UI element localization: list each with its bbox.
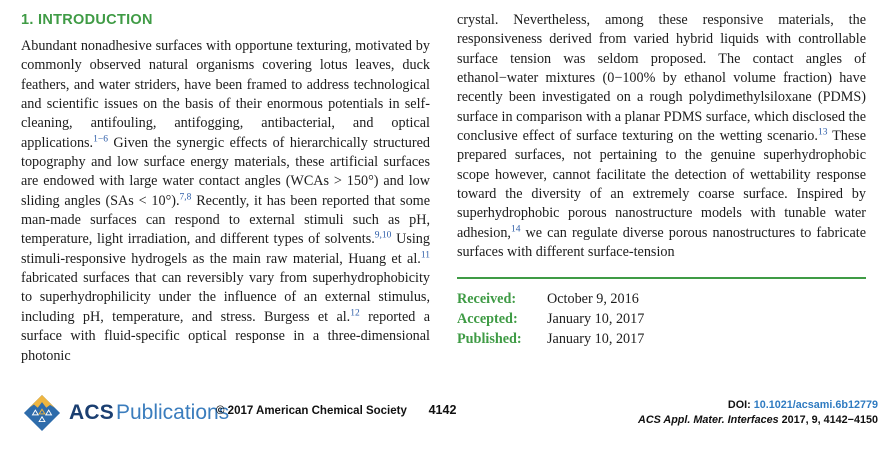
received-label: Received: [457, 291, 517, 308]
citation-superscript[interactable]: 11 [420, 250, 430, 261]
publication-history-divider [457, 277, 866, 279]
received-row [457, 290, 866, 310]
citation-volume-pages: 2017, 9, 4142−4150 [781, 413, 878, 426]
citation-superscript[interactable]: 12 [350, 308, 360, 319]
citation-superscript[interactable]: 1−6 [93, 133, 108, 144]
received-date: October 9, 2016 [547, 291, 639, 308]
logo-publications-text: Publications [115, 401, 230, 424]
accepted-label: Accepted: [457, 311, 518, 328]
text-run: Abundant nonadhesive surfaces with opportune texturing, motivated by commonly observed natural organisms covering lotus leaves, duck feathers, and water striders, have been framed to address technological and scientific issues on the basis of their enormous potentials in self-cleaning, antifouling, antifogging, antibacterial, and optical applications. [21, 38, 430, 151]
citation-superscript[interactable]: 9,10 [374, 230, 392, 241]
doi-label: DOI: [727, 399, 751, 411]
page-footer [0, 391, 885, 453]
intro-paragraph-left [21, 37, 430, 366]
published-row [457, 330, 866, 350]
published-label: Published: [457, 330, 522, 347]
acs-diamond-icon [23, 394, 61, 432]
copyright-notice: © 2017 American Chemical Society [216, 405, 407, 417]
accepted-row [457, 310, 866, 330]
citation-superscript[interactable]: 14 [510, 224, 521, 235]
logo-acs-text: ACS [69, 401, 114, 424]
text-run: crystal. Nevertheless, among these responsive materials, the responsiveness derived from varied hybrid liquids with controllable surface tension was seldom proposed. The contact angles of ethanol−water mixtures (0−100% by ethanol volume fraction) have recently been investigated on a rough polydimethylsiloxane (PDMS) surface in comparison with a planar PDMS surface, which disclosed the conclusive effect of surface texturing on the wetting scenario. [457, 12, 866, 145]
journal-name: ACS Appl. Mater. Interfaces [638, 413, 779, 426]
doi-link[interactable]: 10.1021/acsami.6b12779 [753, 399, 878, 411]
citation-superscript[interactable]: 13 [817, 127, 828, 138]
left-column [21, 11, 430, 366]
text-run: Recently, it has been reported that some man-made surfaces can respond to external stimuli such as pH, temperature, light irradiation, and different types of solvents. [21, 192, 431, 248]
citation-superscript[interactable]: 7,8 [179, 192, 192, 203]
intro-paragraph-right [457, 11, 866, 262]
doi-line [638, 398, 878, 413]
doi-citation-block [638, 398, 878, 427]
accepted-date: January 10, 2017 [547, 311, 645, 328]
journal-citation-line [638, 413, 878, 428]
published-date: January 10, 2017 [547, 330, 645, 347]
acs-publications-logo[interactable] [23, 394, 229, 432]
text-run: Using stimuli-responsive hydrogels as the main raw material, Huang et al. [21, 231, 430, 267]
right-column [457, 11, 866, 366]
page-number: 4142 [428, 403, 457, 417]
text-run: we can regulate diverse porous nanostructures to fabricate surfaces with different surface-tension [457, 224, 866, 261]
publication-history [457, 290, 866, 349]
text-run: Given the synergic effects of hierarchically structured topography and low surface energy materials, these artificial surfaces are endowed with large water contact angles (WCAs > 150°) and low sliding angles (SAs < 10°). [21, 134, 430, 209]
section-heading: 1. INTRODUCTION [21, 12, 153, 28]
text-run: fabricated surfaces that can reversibly vary from superhydrophobicity to superhydrophilicity under the influence of an external stimulus, including pH, temperature, and stress. Burgess et al. [21, 270, 430, 325]
text-run: reported a surface with fluid-specific optical response in a three-dimensional photonic [21, 308, 430, 364]
text-run: These prepared surfaces, not pertaining to the genuine superhydrophobic scope however, cannot facilitate the detection of wettability response toward the diversity of an extremely coarse surface. Inspired by superhydrophobic porous nanostructure models with tunable water adhesion, [457, 128, 866, 241]
